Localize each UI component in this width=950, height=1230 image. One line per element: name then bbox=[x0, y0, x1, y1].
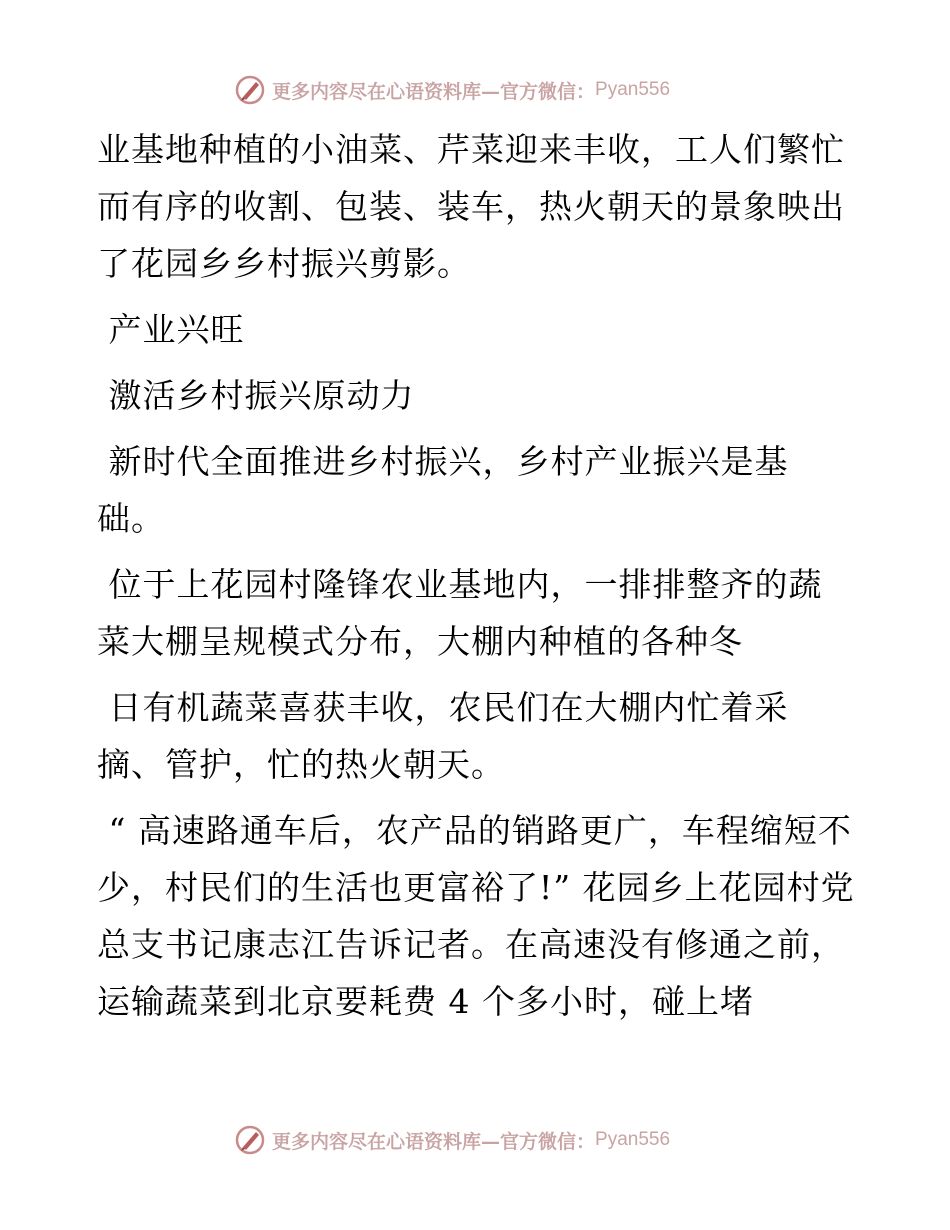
quill-pen-logo-icon bbox=[234, 74, 266, 106]
footer-watermark bbox=[234, 1122, 670, 1158]
watermark-text: 更多内容尽在心语资料库—官方微信： bbox=[272, 80, 596, 103]
paragraph: “ 高速路通车后，农产品的销路更广，车程缩短不少，村民们的生活也更富裕了!” 花园乡上花园村党总支书记康志江告诉记者。在高速没有修通之前，运输蔬菜到北京要耗费 4 个多小时，碰上堵 bbox=[97, 811, 855, 1021]
watermark-wechat-id: Pyan556 bbox=[595, 1129, 671, 1150]
paragraph: 位于上花园村隆锋农业基地内，一排排整齐的蔬 菜大棚呈规模式分布，大棚内种植的各种冬 bbox=[97, 565, 823, 661]
section-subheading: 激活乡村振兴原动力 bbox=[97, 376, 415, 415]
section-heading: 产业兴旺 bbox=[97, 310, 245, 349]
header-watermark bbox=[234, 72, 670, 108]
watermark-text: 更多内容尽在心语资料库—官方微信： bbox=[272, 1130, 596, 1153]
watermark-wechat-id: Pyan556 bbox=[595, 79, 671, 100]
paragraph: 日有机蔬菜喜获丰收，农民们在大棚内忙着采 摘、管护，忙的热火朝天。 bbox=[97, 688, 789, 784]
paragraph: 新时代全面推进乡村振兴，乡村产业振兴是基 础。 bbox=[97, 442, 789, 538]
paragraph: 业基地种植的小油菜、芹菜迎来丰收，工人们繁忙而有序的收割、包装、装车，热火朝天的景象映出了花园乡乡村振兴剪影。 bbox=[97, 130, 845, 283]
document-body bbox=[97, 121, 857, 1039]
quill-pen-logo-icon bbox=[234, 1124, 266, 1156]
